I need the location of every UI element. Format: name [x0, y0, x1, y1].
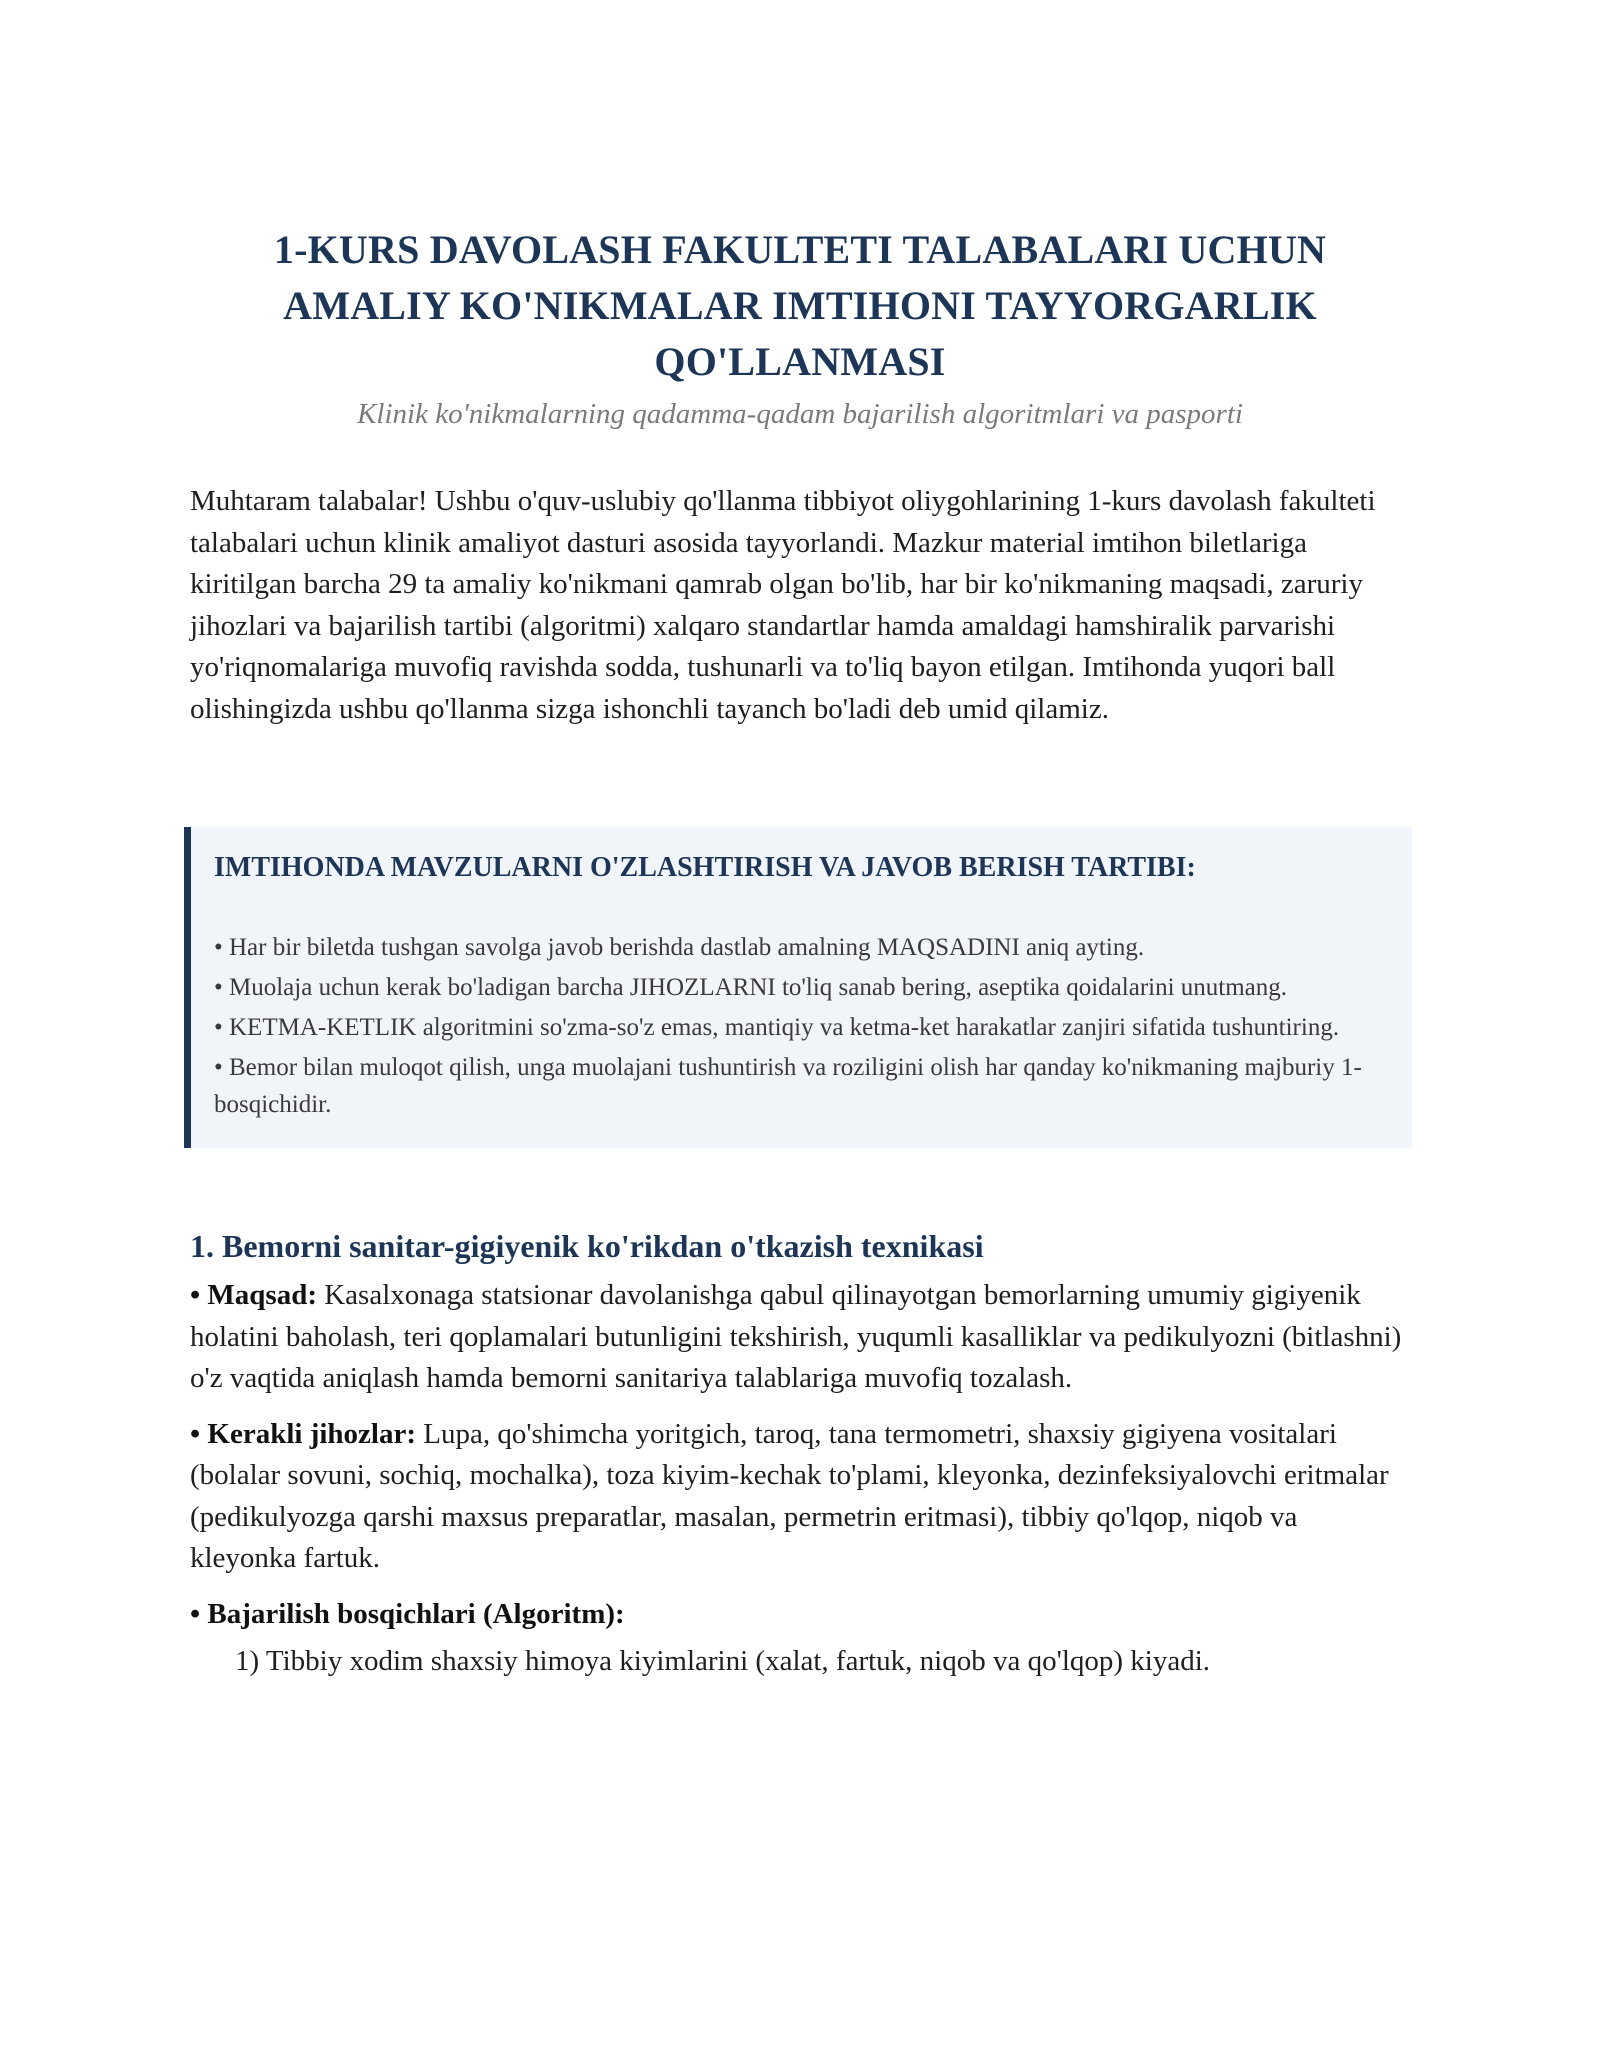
- document-page: [190, 222, 1410, 1683]
- exam-instructions-callout: [184, 827, 1412, 1148]
- equipment-label: • Kerakli jihozlar:: [190, 1417, 416, 1450]
- goal-text: Kasalxonaga statsionar davolanishga qabul qilinayotgan bemorlarning umumiy gigiyenik holatini baholash, teri qoplamalari butunligini tekshirish, yuqumli kasalliklar va pedikulyozni (bitlashni) o'z vaqtida aniqlash hamda bemorni sanitariya talablariga muvofiq tozalash.: [190, 1279, 1402, 1394]
- callout-item: • Bemor bilan muloqot qilish, unga muolajani tushuntirish va roziligini olish har qanday ko'nikmaning majburiy 1-bosqichidir.: [214, 1054, 1362, 1118]
- intro-paragraph: Muhtaram talabalar! Ushbu o'quv-uslubiy qo'llanma tibbiyot oliygohlarining 1-kurs davolash fakulteti talabalari uchun klinik amaliyot dasturi asosida tayyorlandi. Mazkur material imtihon biletlariga kiritilgan barcha 29 ta amaliy ko'nikmani qamrab olgan bo'lib, har bir ko'nikmaning maqsadi, zaruriy jihozlari va bajarilish tartibi (algoritmi) xalqaro standartlar hamda amaldagi hamshiralik parvarishi yo'riqnomalariga muvofiq ravishda sodda, tushunarli va to'liq bayon etilgan. Imtihonda yuqori ball olishingizda ushbu qo'llanma sizga ishonchli tayanch bo'ladi deb umid qilamiz.: [190, 485, 1376, 725]
- callout-item: • KETMA-KETLIK algoritmini so'zma-so'z emas, mantiqiy va ketma-ket harakatlar zanjiri sifatida tushuntiring.: [214, 1014, 1340, 1041]
- algorithm-step: 1) Tibbiy xodim shaxsiy himoya kiyimlarini (xalat, fartuk, niqob va qo'lqop) kiyadi.: [235, 1645, 1211, 1677]
- goal-paragraph: [190, 1275, 1410, 1400]
- callout-title: IMTIHONDA MAVZULARNI O'ZLASHTIRISH VA JAVOB BERISH TARTIBI:: [214, 852, 1196, 883]
- callout-item: • Muolaja uchun kerak bo'ladigan barcha JIHOZLARNI to'liq sanab bering, aseptika qoidalarini unutmang.: [214, 974, 1288, 1001]
- equipment-paragraph: [190, 1414, 1410, 1580]
- steps-heading: [190, 1594, 1410, 1636]
- steps-label: • Bajarilish bosqichlari (Algoritm):: [190, 1597, 625, 1630]
- document-subtitle: Klinik ko'nikmalarning qadamma-qadam bajarilish algoritmlari va pasporti: [357, 398, 1243, 430]
- callout-item: • Har bir biletda tushgan savolga javob berishda dastlab amalning MAQSADINI aniq ayting.: [214, 934, 1145, 961]
- equipment-text: Lupa, qo'shimcha yoritgich, taroq, tana termometri, shaxsiy gigiyena vositalari (bolalar sovuni, sochiq, mochalka), toza kiyim-kechak to'plami, kleyonka, dezinfeksiyalovchi eritmalar (pedikulyozga qarshi maxsus preparatlar, masalan, permetrin eritmasi), tibbiy qo'lqop, niqob va kleyonka fartuk.: [190, 1417, 1389, 1574]
- callout-list: [214, 929, 1392, 1123]
- goal-label: • Maqsad:: [190, 1279, 317, 1311]
- section-title: 1. Bemorni sanitar-gigiyenik ko'rikdan o'tkazish texnikasi: [190, 1228, 984, 1264]
- document-title: 1-KURS DAVOLASH FAKULTETI TALABALARI UCHUN AMALIY KO'NIKMALAR IMTIHONI TAYYORGARLIK QO'LLANMASI: [273, 227, 1327, 384]
